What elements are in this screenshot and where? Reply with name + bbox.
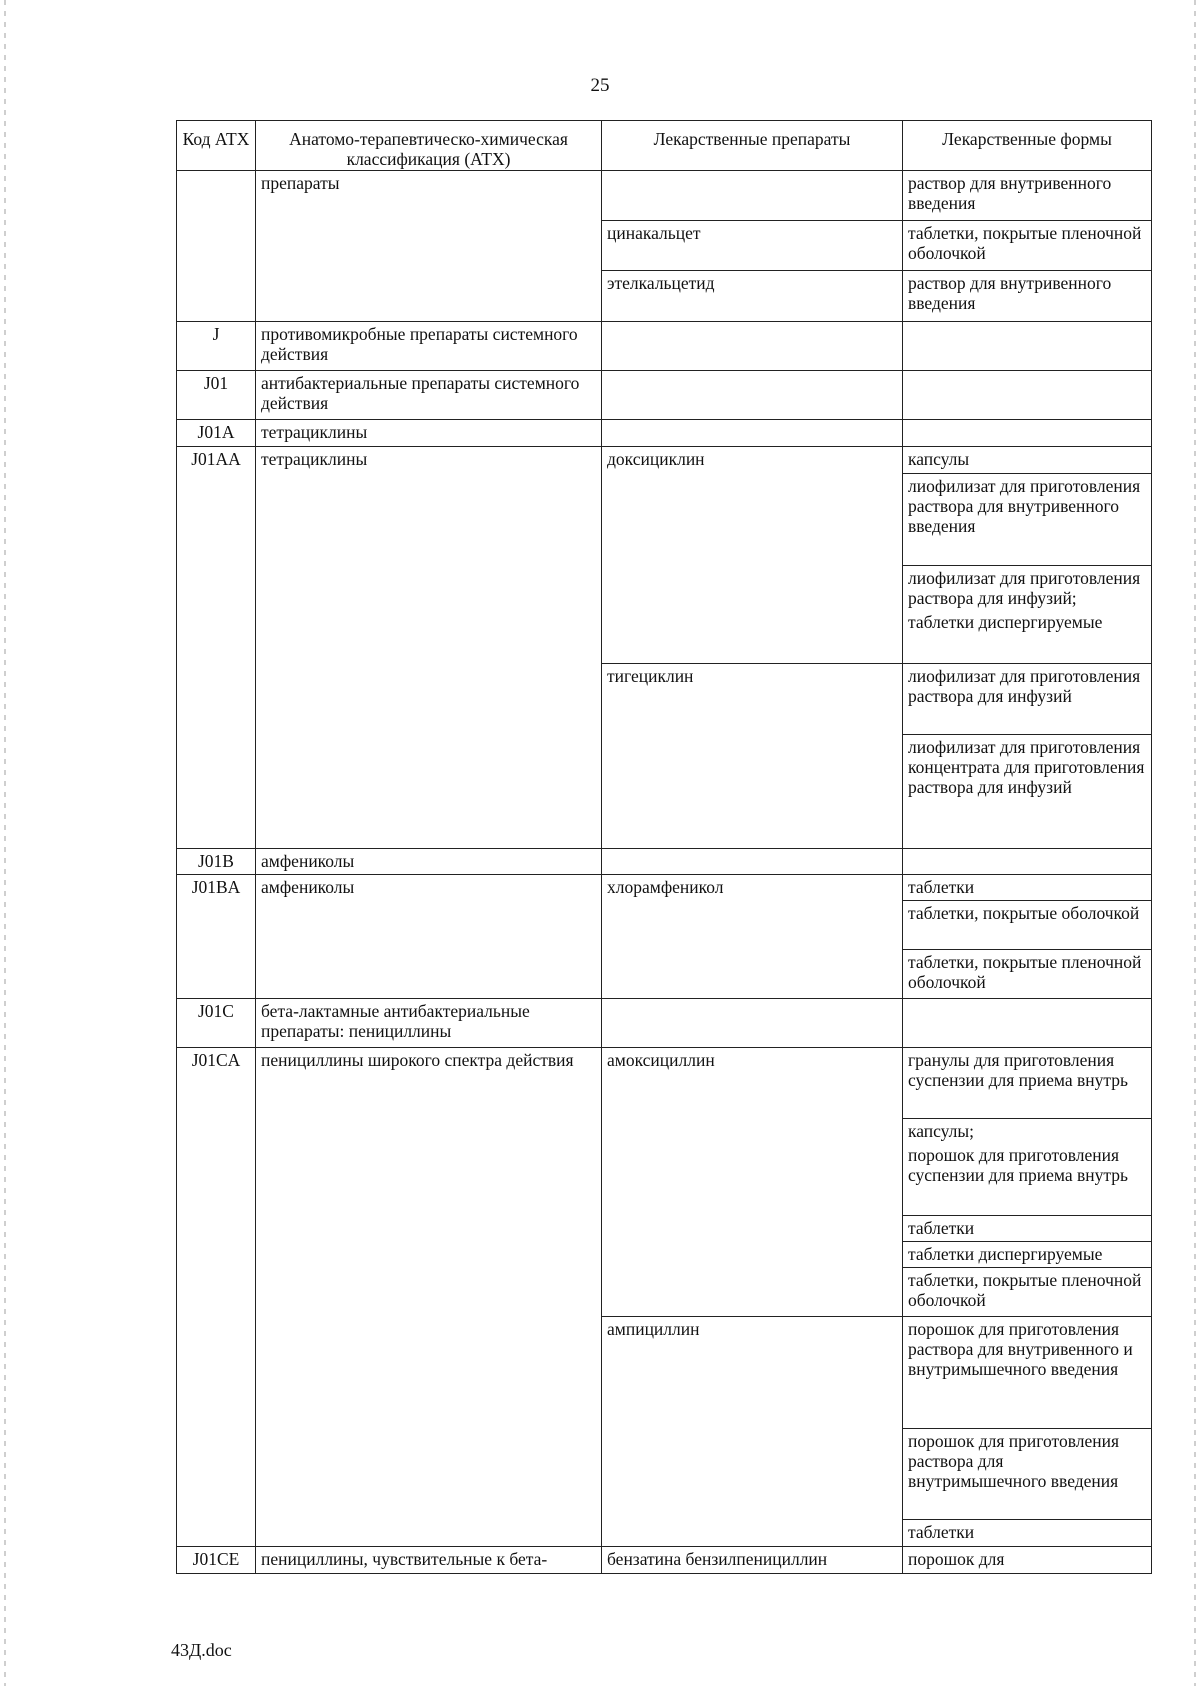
table-row: [177, 370, 1152, 419]
header-forms: Лекарственные формы: [903, 121, 1152, 171]
table-row: [177, 321, 1152, 370]
atc-classification: бета-лактамные антибактериальные препараты: пенициллины: [256, 999, 602, 1048]
atc-code: J: [177, 321, 256, 370]
table-row: [177, 999, 1152, 1048]
dosage-form: порошок для приготовления раствора для внутримышечного введения: [903, 1429, 1152, 1519]
dosage-form: таблетки: [903, 1519, 1152, 1546]
drug-name: цинакальцет: [602, 221, 903, 271]
scan-edge-left: [4, 0, 6, 1686]
table-row: [177, 874, 1152, 900]
drug-name: [602, 370, 903, 419]
atc-code: J01C: [177, 999, 256, 1048]
dosage-form: порошок для: [903, 1546, 1152, 1573]
atc-code: J01CA: [177, 1048, 256, 1546]
atc-classification: тетрациклины: [256, 419, 602, 446]
dosage-form: [903, 848, 1152, 874]
dosage-form: лиофилизат для приготовления концентрата для приготовления раствора для инфузий: [903, 734, 1152, 848]
table-row: [177, 848, 1152, 874]
header-drugs: Лекарственные препараты: [602, 121, 903, 171]
dosage-form: раствор для внутривенного введения: [903, 171, 1152, 221]
atc-classification: амфениколы: [256, 874, 602, 998]
drug-name: [602, 999, 903, 1048]
atc-code: J01CE: [177, 1546, 256, 1573]
drug-name: [602, 419, 903, 446]
table-row: [177, 1546, 1152, 1573]
dosage-form: таблетки диспергируемые: [903, 1241, 1152, 1267]
atc-classification: противомикробные препараты системного действия: [256, 321, 602, 370]
drug-name: доксициклин: [602, 446, 903, 664]
atc-drug-table: [176, 120, 1152, 1574]
dosage-form-line: лиофилизат для приготовления раствора для инфузий;: [908, 568, 1141, 609]
dosage-form: лиофилизат для приготовления раствора для внутривенного введения: [903, 473, 1152, 565]
table-row: [177, 1048, 1152, 1118]
atc-code: J01AA: [177, 446, 256, 848]
dosage-form: таблетки, покрытые пленочной оболочкой: [903, 221, 1152, 271]
drug-name: этелкальцетид: [602, 271, 903, 321]
dosage-form: таблетки, покрытые пленочной оболочкой: [903, 1267, 1152, 1316]
dosage-form: раствор для внутривенного введения: [903, 271, 1152, 321]
dosage-form: порошок для приготовления раствора для внутривенного и внутримышечного введения: [903, 1317, 1152, 1429]
atc-code: [177, 171, 256, 321]
dosage-form-line: порошок для приготовления суспензии для приема внутрь: [908, 1144, 1128, 1185]
dosage-form: таблетки: [903, 1215, 1152, 1241]
table-header-row: [177, 121, 1152, 171]
drug-name: [602, 171, 903, 221]
dosage-form: лиофилизат для приготовления раствора для инфузий: [903, 664, 1152, 734]
atc-classification: амфениколы: [256, 848, 602, 874]
drug-name: тигециклин: [602, 664, 903, 849]
drug-name: [602, 321, 903, 370]
drug-name: амоксициллин: [602, 1048, 903, 1317]
drug-name: [602, 848, 903, 874]
table-row: [177, 171, 1152, 221]
footer-filename: 43Д.doc: [171, 1640, 232, 1660]
dosage-form: таблетки: [903, 874, 1152, 900]
atc-code: J01B: [177, 848, 256, 874]
drug-name: хлорамфеникол: [602, 874, 903, 998]
page-number: 25: [590, 75, 610, 96]
atc-code: J01: [177, 370, 256, 419]
dosage-form: [903, 321, 1152, 370]
atc-classification: пенициллины широкого спектра действия: [256, 1048, 602, 1546]
table-row: [177, 419, 1152, 446]
drug-name: бензатина бензилпенициллин: [602, 1546, 903, 1573]
drug-name: ампициллин: [602, 1317, 903, 1547]
dosage-form: [903, 999, 1152, 1048]
dosage-form: таблетки, покрытые пленочной оболочкой: [903, 950, 1152, 999]
header-code: Код АТХ: [177, 121, 256, 171]
atc-classification: пенициллины, чувствительные к бета-: [256, 1546, 602, 1573]
dosage-form: [903, 370, 1152, 419]
dosage-form: [903, 566, 1152, 664]
table-row: [177, 446, 1152, 473]
atc-classification: препараты: [256, 171, 602, 321]
dosage-form: [903, 419, 1152, 446]
dosage-form: [903, 1118, 1152, 1215]
dosage-form: гранулы для приготовления суспензии для приема внутрь: [903, 1048, 1152, 1118]
dosage-form: капсулы: [903, 446, 1152, 473]
atc-code: J01A: [177, 419, 256, 446]
dosage-form-line: таблетки диспергируемые: [908, 612, 1103, 633]
dosage-form: таблетки, покрытые оболочкой: [903, 901, 1152, 950]
scan-edge-right: [1194, 0, 1196, 1686]
atc-classification: антибактериальные препараты системного действия: [256, 370, 602, 419]
atc-code: J01BA: [177, 874, 256, 998]
header-classification: Анатомо-терапевтическо-химическая классификация (АТХ): [256, 121, 602, 171]
atc-classification: тетрациклины: [256, 446, 602, 848]
dosage-form-line: капсулы;: [908, 1120, 975, 1141]
